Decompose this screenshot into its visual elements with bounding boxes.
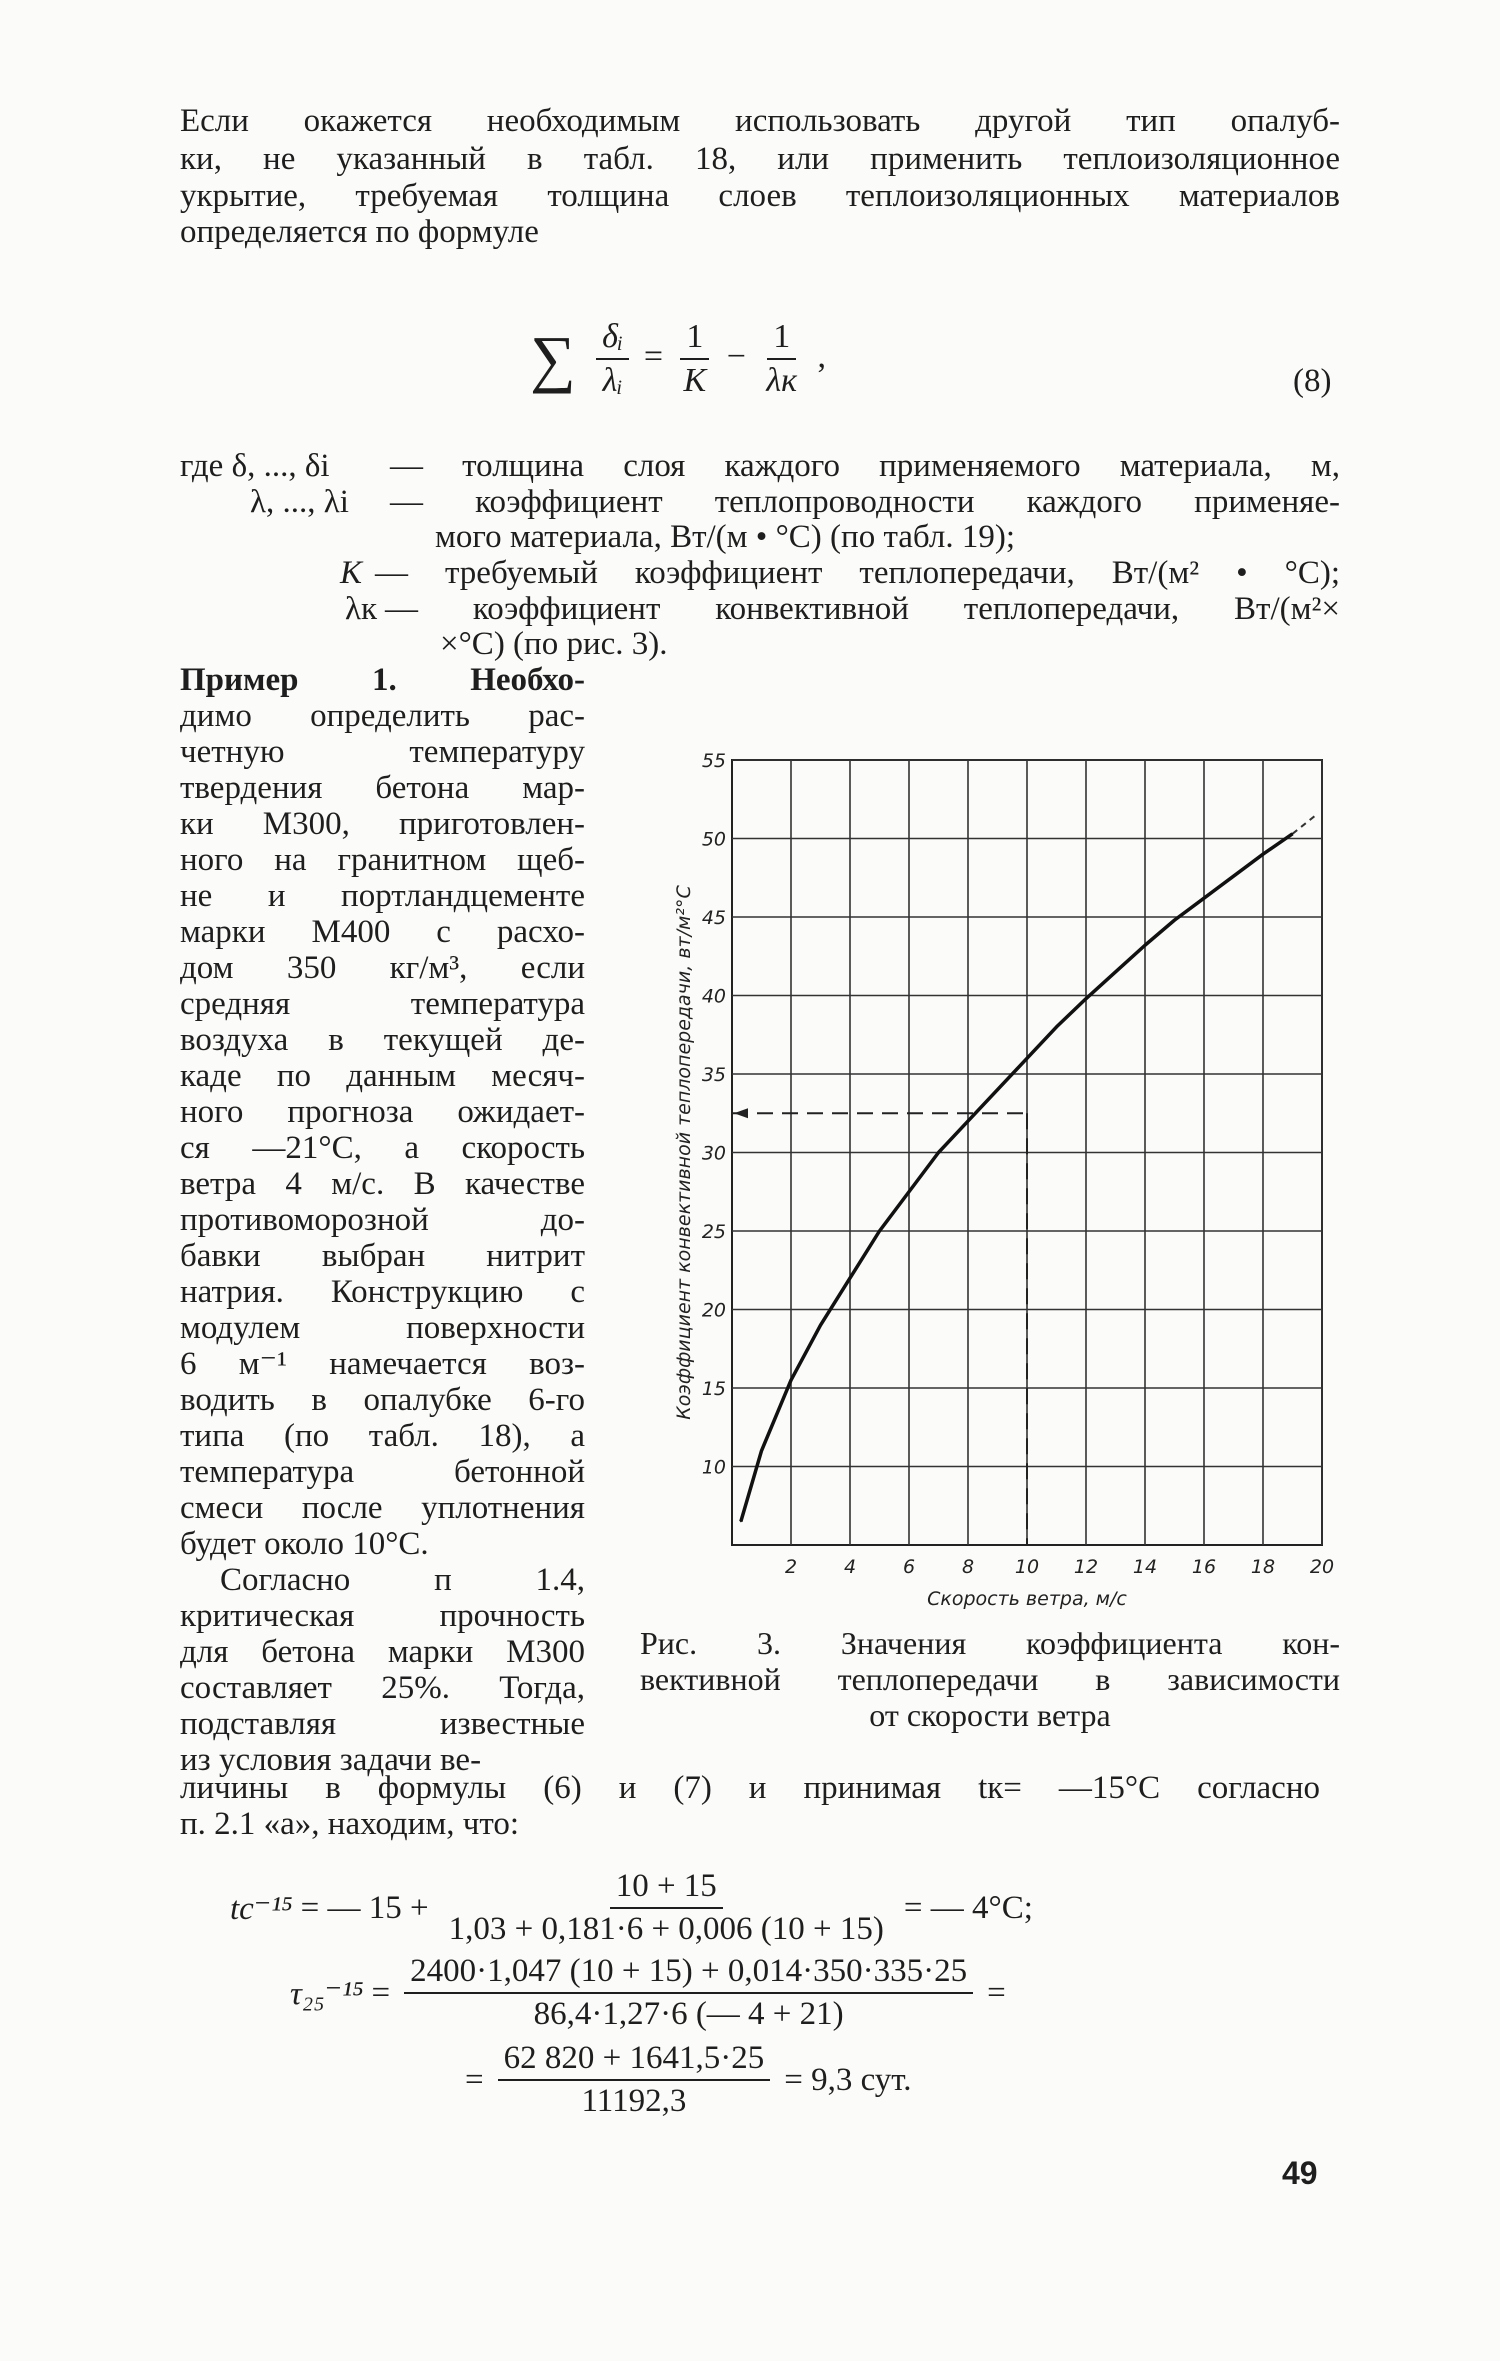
example-line: критическая прочность <box>180 1598 585 1634</box>
k-numerator: 1 <box>680 318 709 360</box>
example-text <box>180 662 585 1778</box>
data-point <box>997 1089 999 1091</box>
legend-text-delta: — толщина слоя каждого применяемого материала, м, <box>390 448 1340 484</box>
example-line: водить в опалубке 6-го <box>180 1382 585 1418</box>
example-line: Пример 1. Необхо- <box>180 662 585 698</box>
series-extension <box>1293 815 1317 834</box>
example-line: средняя температура <box>180 986 585 1022</box>
lk-denominator: λк <box>766 362 798 399</box>
equation-1 <box>230 1868 1033 1948</box>
legend-sym-delta: где δ, ..., δi <box>180 448 330 484</box>
eq3-fraction <box>498 2040 771 2120</box>
formula-8-number: (8) <box>1293 363 1332 399</box>
y-tick-label: 50 <box>701 828 726 851</box>
y-tick-label: 45 <box>701 907 726 929</box>
example-line: будет около 10°С. <box>180 1526 429 1562</box>
chart-y-label: Коэффициент конвективной теплопередачи, вт/м²°С <box>673 885 695 1420</box>
x-tick-label: 10 <box>1014 1556 1040 1578</box>
legend-sym-lk: λк <box>345 591 378 627</box>
example-line: противоморозной до- <box>180 1202 585 1238</box>
legend-text-lk-2: ×°С) (по рис. 3). <box>440 626 668 662</box>
x-tick-label: 20 <box>1309 1556 1335 1578</box>
example-line: натрия. Конструкцию с <box>180 1274 585 1310</box>
chart-ticks <box>702 750 1334 1578</box>
intro-line-1: Если окажется необходимым использовать другой тип опалуб- <box>180 103 1340 139</box>
example-line: типа (по табл. 18), а <box>180 1418 585 1454</box>
x-tick-label: 16 <box>1191 1556 1217 1578</box>
eq2-fraction <box>404 1953 973 2033</box>
sum-denominator: λᵢ <box>602 362 623 399</box>
example-line: твердения бетона мар- <box>180 770 585 806</box>
legend-text-k: — требуемый коэффициент теплопередачи, Вт/(м² • °С); <box>375 555 1340 591</box>
y-tick-label: 15 <box>701 1378 726 1400</box>
legend-text-lambda-2: мого материала, Вт/(м • °С) (по табл. 19); <box>435 519 1016 555</box>
data-point <box>908 1191 910 1193</box>
formula-8-fraction-k <box>678 318 713 400</box>
figure-caption-line-1: Рис. 3. Значения коэффициента кон- <box>640 1625 1340 1661</box>
eq2-numerator: 2400·1,047 (10 + 15) + 0,014·350·335·25 <box>404 1953 973 1994</box>
sigma-symbol: ∑ <box>530 323 576 394</box>
equation-2 <box>290 1953 1006 2033</box>
example-line: температура бетонной <box>180 1454 585 1490</box>
formula-8 <box>530 318 826 400</box>
example-line: смеси после уплотнения <box>180 1490 585 1526</box>
chart-series <box>732 815 1316 1545</box>
eq1-fraction <box>443 1868 890 1948</box>
k-denominator: K <box>683 362 707 399</box>
data-point <box>761 1450 763 1452</box>
x-tick-label: 2 <box>784 1556 798 1578</box>
data-point <box>1262 853 1264 855</box>
page-number: 49 <box>1282 2155 1318 2191</box>
data-point <box>1203 897 1205 899</box>
y-tick-label: 40 <box>701 985 726 1008</box>
x-tick-label: 8 <box>961 1556 975 1578</box>
x-tick-label: 12 <box>1073 1556 1099 1578</box>
eq1-result: = — 4°С; <box>903 1889 1033 1926</box>
x-tick-label: 6 <box>902 1556 916 1578</box>
intro-line-3: укрытие, требуемая толщина слоев теплоизоляционных материалов <box>180 178 1340 214</box>
data-point <box>967 1120 969 1122</box>
data-point <box>1174 919 1176 921</box>
example-line: ся —21°С, а скорость <box>180 1130 585 1166</box>
data-point <box>740 1521 742 1523</box>
eq2-lhs: τ₂₅⁻¹⁵ <box>290 1976 364 2012</box>
eq3-equals: = <box>465 2061 484 2098</box>
formula-8-minus: − <box>726 337 746 375</box>
figure-caption-line-3: от скорости ветра <box>869 1697 1111 1733</box>
example-line: каде по данным месяч- <box>180 1058 585 1094</box>
example-line: дом 350 кг/м³, если <box>180 950 585 986</box>
formula-8-fraction-sum <box>596 318 629 400</box>
sum-numerator: δᵢ <box>596 318 629 360</box>
series-line <box>741 834 1293 1522</box>
example-line: из условия задачи ве- <box>180 1742 482 1778</box>
data-point <box>879 1230 881 1232</box>
legend-sym-k: K <box>340 555 363 591</box>
legend-text-lk: — коэффициент конвективной теплопередачи, Вт/(м²× <box>385 591 1340 627</box>
x-tick-label: 4 <box>843 1556 857 1578</box>
eq3-numerator: 62 820 + 1641,5·25 <box>498 2040 771 2081</box>
example-line: составляет 25%. Тогда, <box>180 1670 585 1706</box>
eq1-lhs: tс⁻¹⁵ <box>230 1891 293 1927</box>
example-line: не и портландцементе <box>180 878 585 914</box>
formula-8-comma: , <box>817 337 827 375</box>
data-point <box>938 1152 940 1154</box>
eq2-denominator: 86,4·1,27·6 (— 4 + 21) <box>533 1996 844 2032</box>
chart-x-label: Скорость ветра, м/с <box>927 1588 1127 1610</box>
eq1-numerator: 10 + 15 <box>610 1868 723 1909</box>
example-line: модулем поверхности <box>180 1310 585 1346</box>
example-line: ного прогноза ожидает- <box>180 1094 585 1130</box>
example-line: для бетона марки М300 <box>180 1634 585 1670</box>
eq2-equals: = <box>371 1974 391 2011</box>
eq3-denominator: 11192,3 <box>581 2083 687 2119</box>
data-point <box>1056 1026 1058 1028</box>
eq3-result: = 9,3 сут. <box>784 2061 912 2098</box>
example-tail-2: п. 2.1 «а», находим, что: <box>180 1806 519 1842</box>
example-line: воздуха в текущей де- <box>180 1022 585 1058</box>
formula-8-equals: = <box>643 337 663 375</box>
y-tick-label: 10 <box>701 1456 726 1479</box>
example-line: марки М400 с расхо- <box>180 914 585 950</box>
annotation-arrow <box>734 1108 748 1118</box>
y-tick-label: 30 <box>701 1142 726 1165</box>
example-line: четную температуру <box>180 734 585 770</box>
example-line: ки М300, приготовлен- <box>180 806 585 842</box>
example-line: димо определить рас- <box>180 698 585 734</box>
data-point <box>820 1324 822 1326</box>
legend-text-lambda: — коэффициент теплопроводности каждого применяе- <box>390 484 1340 520</box>
example-line: бавки выбран нитрит <box>180 1238 585 1274</box>
wind-chart <box>620 735 1360 1615</box>
data-point <box>1292 833 1294 835</box>
data-point <box>1233 875 1235 877</box>
y-tick-label: 25 <box>701 1221 726 1243</box>
y-tick-label: 35 <box>701 1064 726 1086</box>
figure-caption-line-2: вективной теплопередачи в зависимости <box>640 1661 1340 1697</box>
example-line: ного на гранитном щеб- <box>180 842 585 878</box>
data-point <box>1085 998 1087 1000</box>
legend-sym-lambda: λ, ..., λi <box>250 484 349 520</box>
data-point <box>1144 944 1146 946</box>
y-tick-label: 55 <box>701 750 726 772</box>
example-line: 6 м⁻¹ намечается воз- <box>180 1346 585 1382</box>
data-point <box>1026 1058 1028 1060</box>
eq1-prefix: = — 15 + <box>300 1889 429 1926</box>
eq1-denominator: 1,03 + 0,181·6 + 0,006 (10 + 15) <box>448 1911 884 1947</box>
intro-line-4: определяется по формуле <box>180 214 539 250</box>
example-tail-1: личины в формулы (6) и (7) и принимая tк= —15°С согласно <box>180 1770 1320 1806</box>
data-point <box>849 1277 851 1279</box>
example-line: Согласно п 1.4, <box>220 1562 585 1598</box>
example-line: ветра 4 м/с. В качестве <box>180 1166 585 1202</box>
lk-numerator: 1 <box>767 318 796 360</box>
formula-8-fraction-lk <box>760 318 803 400</box>
x-tick-label: 14 <box>1132 1556 1158 1578</box>
data-point <box>1115 971 1117 973</box>
x-tick-label: 18 <box>1250 1556 1276 1578</box>
y-tick-label: 20 <box>701 1299 726 1322</box>
equation-3 <box>465 2040 912 2120</box>
example-line: подставляя известные <box>180 1706 585 1742</box>
intro-line-2: ки, не указанный в табл. 18, или применить теплоизоляционное <box>180 141 1340 177</box>
eq2-equals-2: = <box>987 1974 1006 2011</box>
data-point <box>790 1379 792 1381</box>
